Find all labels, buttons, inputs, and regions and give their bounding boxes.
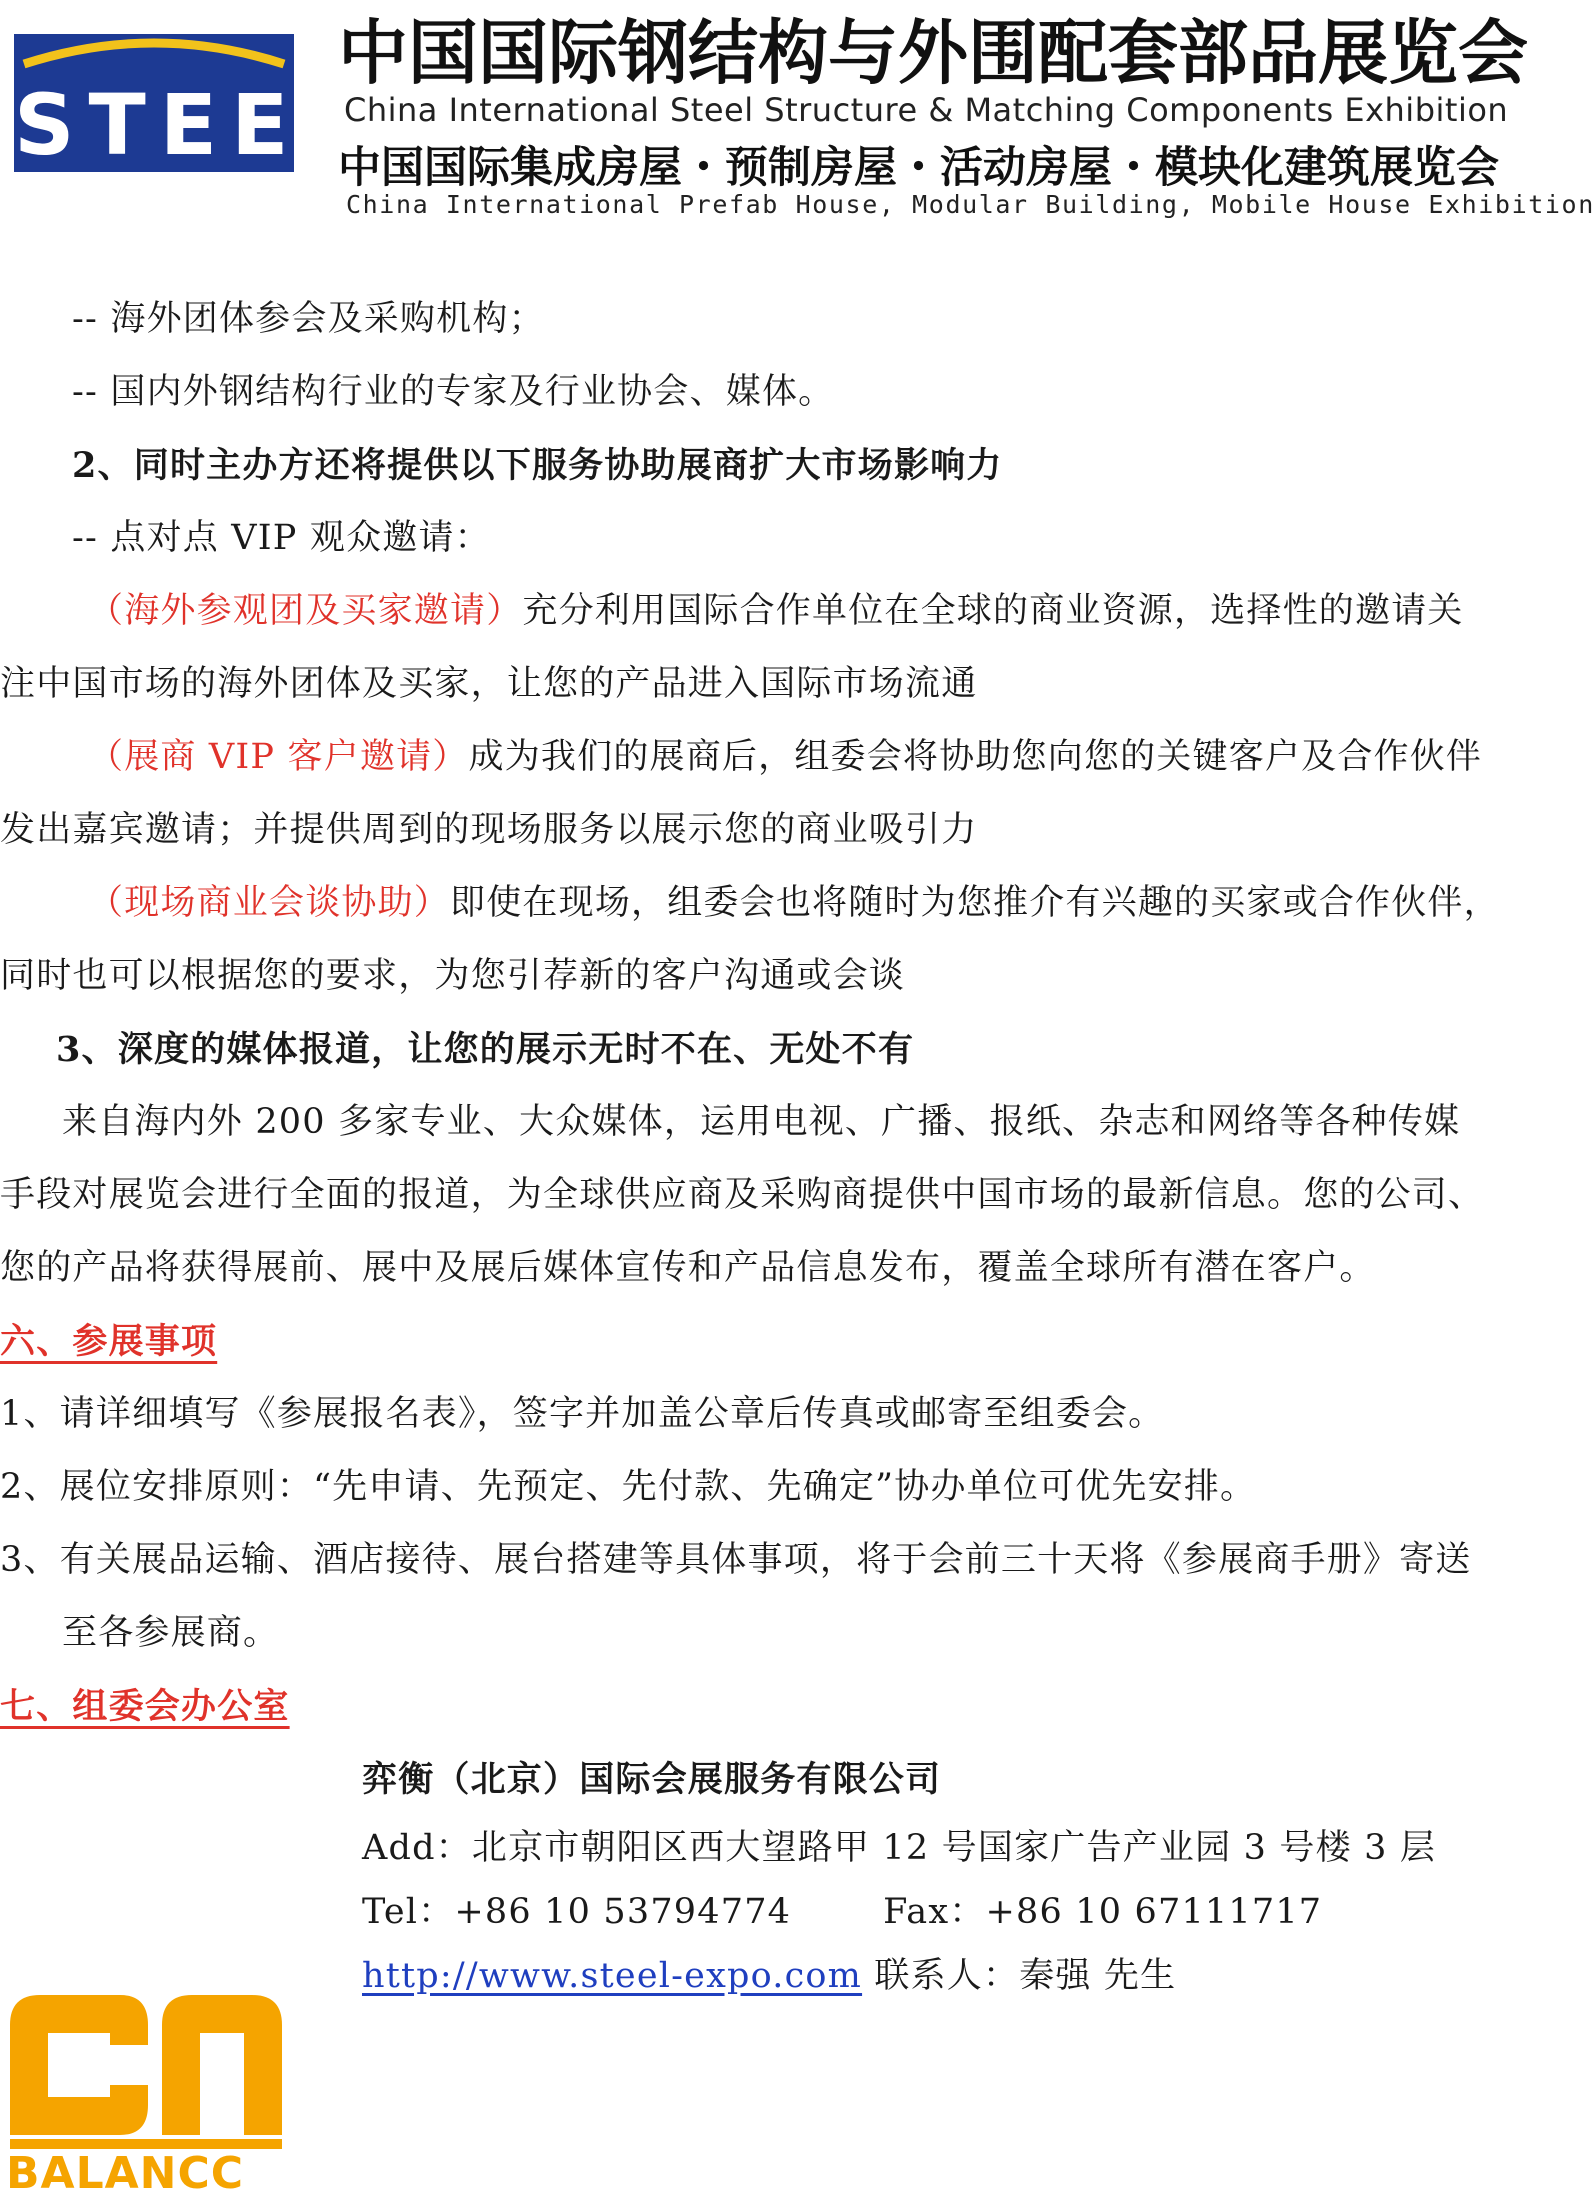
balance-logo-mark xyxy=(0,1985,300,2197)
paragraph-line xyxy=(0,575,1512,648)
subheading: 3、深度的媒体报道，让您的展示无时不在、无处不有 xyxy=(56,1029,915,1070)
section-title: 六、参展事项 xyxy=(0,1321,218,1362)
list-item: -- 点对点 VIP 观众邀请： xyxy=(72,518,491,558)
address: Add：北京市朝阳区西大望路甲 12 号国家广告产业园 3 号楼 3 层 xyxy=(362,1828,1437,1868)
contact-person: 联系人：秦强 先生 xyxy=(862,1956,1177,1996)
exhibition-title-en: China International Steel Structure & Matching Components Exhibition xyxy=(344,91,1509,129)
exhibition-subtitle-en: China International Prefab House, Modular Building, Mobile House Exhibition xyxy=(346,190,1595,219)
paragraph-line: 发出嘉宾邀请；并提供周到的现场服务以展示您的商业吸引力 xyxy=(0,810,978,850)
paragraph-line xyxy=(0,721,1512,794)
exhibition-subtitle: 中国国际集成房屋・预制房屋・活动房屋・模块化建筑展览会 xyxy=(338,143,1499,193)
fax: Fax：+86 10 67111717 xyxy=(883,1892,1323,1932)
website-link[interactable]: http://www.steel-expo.com xyxy=(362,1956,863,1996)
list-item: -- 海外团体参会及采购机构； xyxy=(72,299,545,339)
paragraph-line: 手段对展览会进行全面的报道，为全球供应商及采购商提供中国市场的最新信息。您的公司、 xyxy=(0,1175,1485,1215)
page-header xyxy=(0,0,1595,240)
subheading: 2、同时主办方还将提供以下服务协助展商扩大市场影响力 xyxy=(72,445,1003,486)
section-heading-6 xyxy=(0,1305,1512,1378)
exhibition-title: 中国国际钢结构与外围配套部品展览会 xyxy=(338,12,1528,94)
paragraph-line: 来自海内外 200 多家专业、大众媒体，运用电视、广播、报纸、杂志和网络等各种传媒 xyxy=(62,1102,1461,1142)
section-title: 七、组委会办公室 xyxy=(0,1686,290,1727)
document-body xyxy=(0,283,1512,2008)
list-item: -- 国内外钢结构行业的专家及行业协会、媒体。 xyxy=(72,372,835,412)
balance-logo xyxy=(0,1985,300,2197)
balance-logo-text: BALANCC xyxy=(6,2148,245,2197)
paragraph-line xyxy=(0,867,1512,940)
paragraph-text: 即使在现场，组委会也将随时为您推介有兴趣的买家或合作伙伴， xyxy=(450,883,1500,923)
list-item: 1、请详细填写《参展报名表》，签字并加盖公章后传真或邮寄至组委会。 xyxy=(0,1394,1165,1434)
list-item: 2、展位安排原则：“先申请、先预定、先付款、先确定”协办单位可优先安排。 xyxy=(0,1467,1257,1507)
list-item: 3、有关展品运输、酒店接待、展台搭建等具体事项，将于会前三十天将《参展商手册》寄送 xyxy=(0,1540,1472,1580)
paragraph-line: 同时也可以根据您的要求，为您引荐新的客户沟通或会谈 xyxy=(0,956,906,996)
paragraph-text: 成为我们的展商后，组委会将协助您向您的关键客户及合作伙伴 xyxy=(468,737,1483,777)
list-item-continued: 至各参展商。 xyxy=(62,1613,280,1653)
phone: Tel：+86 10 53794774 xyxy=(362,1892,792,1932)
steel-logo-text: STEEL xyxy=(14,76,371,174)
company-name: 弈衡（北京）国际会展服务有限公司 xyxy=(362,1759,942,1800)
highlight-label: （展商 VIP 客户邀请） xyxy=(88,737,469,777)
section-heading-7 xyxy=(0,1670,1512,1743)
highlight-label: （海外参观团及买家邀请） xyxy=(88,591,523,631)
paragraph-line: 您的产品将获得展前、展中及展后媒体宣传和产品信息发布，覆盖全球所有潜在客户。 xyxy=(0,1248,1376,1288)
paragraph-line: 注中国市场的海外团体及买家，让您的产品进入国际市场流通 xyxy=(0,664,978,704)
paragraph-text: 充分利用国际合作单位在全球的商业资源，选择性的邀请关 xyxy=(522,591,1464,631)
steel-logo xyxy=(14,34,371,174)
phone-fax-line xyxy=(0,1880,1512,1944)
highlight-label: （现场商业会谈协助） xyxy=(88,883,451,923)
